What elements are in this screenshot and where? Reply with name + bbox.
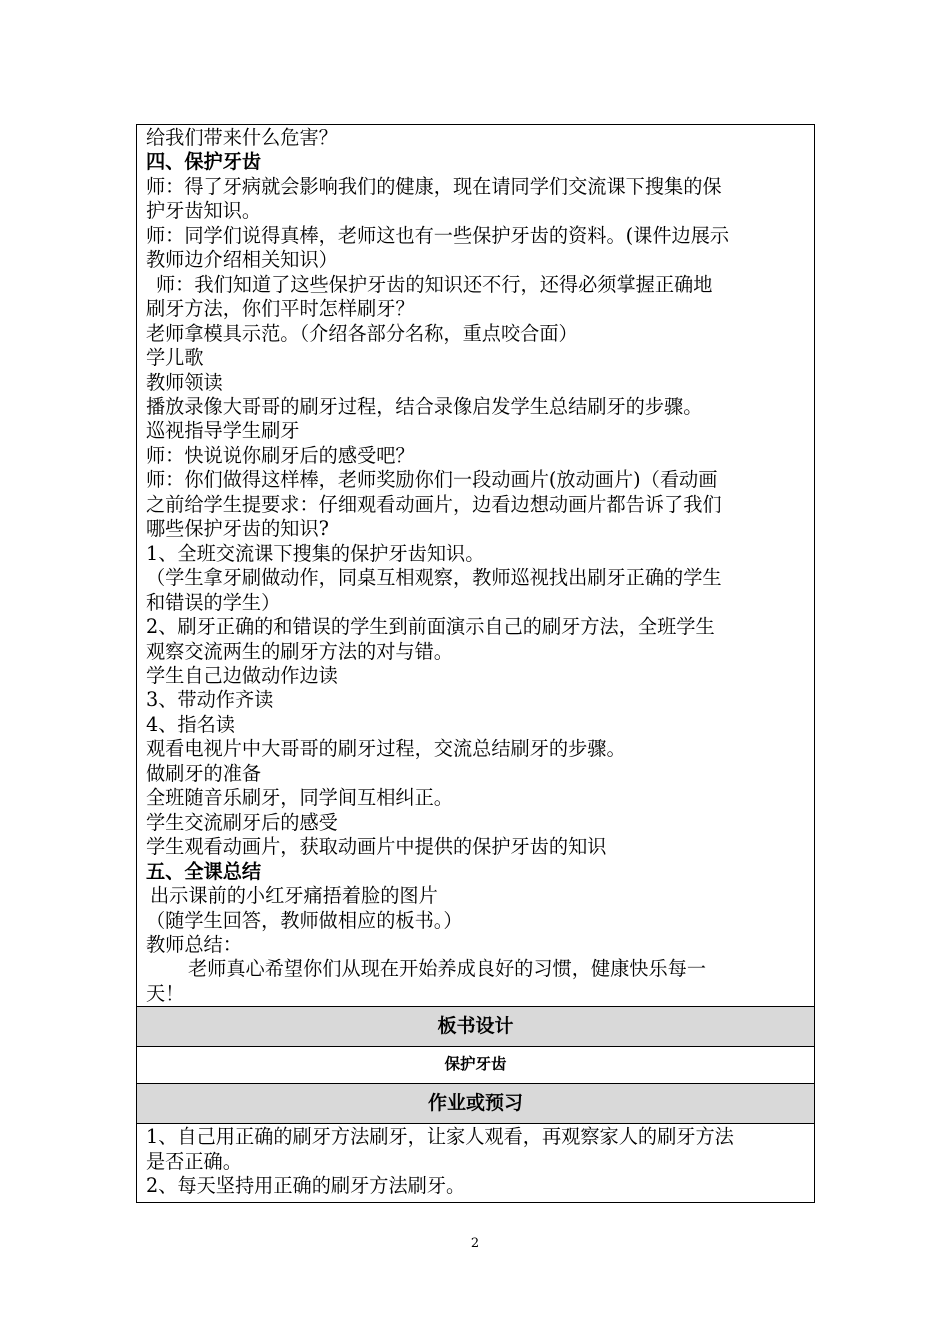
- lesson-line: 刷牙方法，你们平时怎样刷牙？: [146, 297, 415, 321]
- lesson-line: 播放录像大哥哥的刷牙过程，结合录像启发学生总结刷牙的步骤。: [146, 394, 703, 418]
- lesson-line: 师：得了牙病就会影响我们的健康，现在请同学们交流课下搜集的保: [146, 174, 722, 198]
- lesson-line: 哪些保护牙齿的知识?: [146, 517, 329, 541]
- lesson-process-cell: [137, 125, 814, 1007]
- lesson-line: 教师边介绍相关知识）: [146, 248, 338, 272]
- lesson-line: 出示课前的小红牙痛捂着脸的图片: [150, 884, 438, 908]
- lesson-line: 做刷牙的准备: [146, 761, 262, 785]
- lesson-line: 1、全班交流课下搜集的保护牙齿知识。: [146, 541, 485, 565]
- board-design-content: 保护牙齿: [137, 1047, 814, 1084]
- lesson-line: 学生观看动画片，获取动画片中提供的保护牙齿的知识: [146, 835, 607, 859]
- lesson-line: 老师真心希望你们从现在开始养成良好的习惯，健康快乐每一: [188, 957, 707, 981]
- lesson-line: 2、刷牙正确的和错误的学生到前面演示自己的刷牙方法，全班学生: [146, 615, 715, 639]
- section-heading: 五、全课总结: [146, 859, 262, 883]
- lesson-line: 巡视指导学生刷牙: [146, 419, 300, 443]
- lesson-line: 学儿歌: [146, 346, 204, 370]
- lesson-line: 护牙齿知识。: [146, 199, 262, 223]
- lesson-plan-table: [136, 124, 815, 1203]
- lesson-line: 4、指名读: [146, 712, 235, 736]
- lesson-line: 师：你们做得这样棒，老师奖励你们一段动画片(放动画片)（看动画: [146, 468, 718, 492]
- lesson-line: （学生拿牙刷做动作，同桌互相观察，教师巡视找出刷牙正确的学生: [146, 566, 722, 590]
- homework-line: 2、每天坚持用正确的刷牙方法刷牙。: [146, 1174, 466, 1198]
- lesson-line: 全班随音乐刷牙，同学间互相纠正。: [146, 786, 453, 810]
- homework-cell: [137, 1124, 814, 1201]
- lesson-line: 师：同学们说得真棒，老师这也有一些保护牙齿的资料。(课件边展示: [146, 223, 730, 247]
- lesson-line: 3、带动作齐读: [146, 688, 274, 712]
- lesson-line: 师：我们知道了这些保护牙齿的知识还不行，还得必须掌握正确地: [156, 272, 713, 296]
- homework-line: 1、自己用正确的刷牙方法刷牙，让家人观看，再观察家人的刷牙方法: [146, 1125, 734, 1149]
- lesson-line: 之前给学生提要求：仔细观看动画片，边看边想动画片都告诉了我们: [146, 492, 722, 516]
- lesson-line: 教师总结：: [146, 932, 242, 956]
- lesson-line: 和错误的学生）: [146, 590, 281, 614]
- lesson-line: 老师拿模具示范。（介绍各部分名称，重点咬合面）: [146, 321, 578, 345]
- lesson-line: 观看电视片中大哥哥的刷牙过程，交流总结刷牙的步骤。: [146, 737, 626, 761]
- lesson-line: （随学生回答，教师做相应的板书。）: [146, 908, 463, 932]
- section-heading: 四、保护牙齿: [146, 150, 262, 174]
- homework-heading: 作业或预习: [137, 1084, 814, 1124]
- lesson-line: 学生交流刷牙后的感受: [146, 810, 338, 834]
- lesson-line: 天！: [146, 981, 185, 1005]
- board-design-heading: 板书设计: [137, 1007, 814, 1047]
- lesson-line: 学生自己边做动作边读: [146, 663, 338, 687]
- lesson-line: 师：快说说你刷牙后的感受吧？: [146, 443, 415, 467]
- page-number: 2: [470, 1236, 480, 1251]
- lesson-line: 观察交流两生的刷牙方法的对与错。: [146, 639, 453, 663]
- lesson-line: 教师领读: [146, 370, 223, 394]
- homework-line: 是否正确。: [146, 1149, 242, 1173]
- lesson-line: 给我们带来什么危害？: [146, 126, 338, 149]
